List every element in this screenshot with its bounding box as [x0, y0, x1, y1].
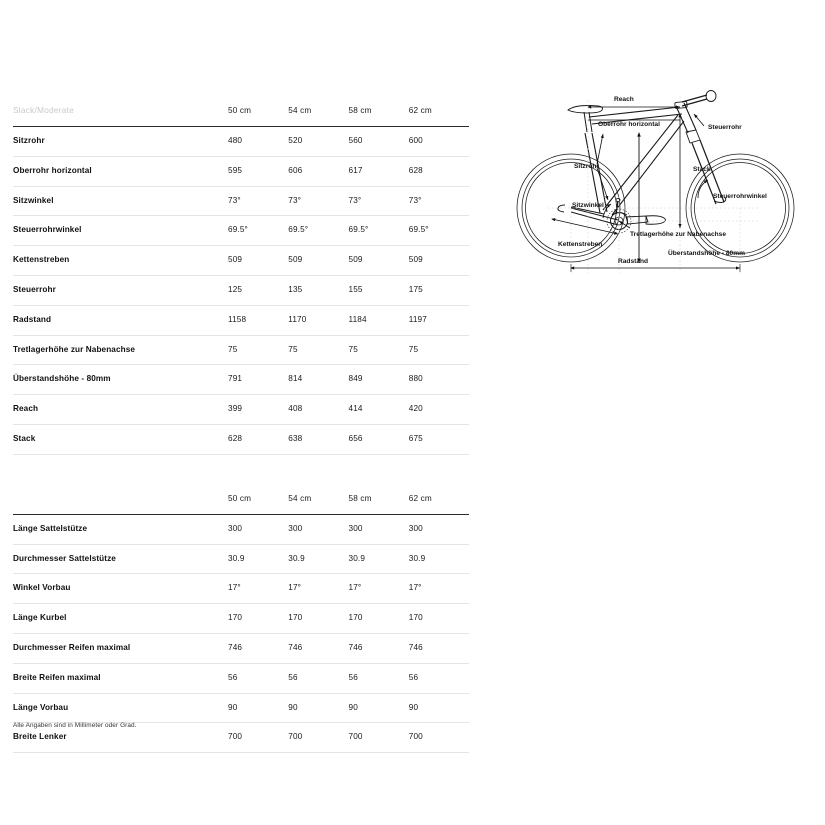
bike-geometry-diagram — [508, 88, 820, 283]
row-value: 135 — [288, 284, 303, 294]
row-value: 75 — [228, 344, 238, 354]
table-row — [13, 544, 469, 574]
row-value: 170 — [288, 613, 303, 623]
row-label: Sitzwinkel — [13, 195, 54, 205]
diagram-frame — [558, 91, 726, 234]
row-value: 675 — [408, 433, 423, 443]
row-value: 30.9 — [228, 553, 245, 563]
row-value: 155 — [348, 284, 363, 294]
row-value: 746 — [348, 642, 363, 652]
geometry-table-components — [13, 484, 469, 753]
label-stack: Stack — [693, 166, 711, 173]
row-value: 509 — [228, 255, 243, 265]
table-row — [13, 216, 469, 246]
table-title — [13, 484, 228, 515]
table-row — [13, 127, 469, 157]
table-separator-gap — [13, 455, 469, 484]
row-value: 56 — [228, 672, 238, 682]
row-label: Breite Lenker — [13, 732, 67, 742]
table-row — [13, 693, 469, 723]
row-label: Reach — [13, 404, 39, 414]
table-row — [13, 335, 469, 365]
geometry-tables — [13, 96, 469, 753]
footnote-units: Alle Angaben sind in Millimeter oder Grad. — [13, 722, 137, 729]
row-label: Durchmesser Reifen maximal — [13, 642, 131, 652]
row-label: Tretlagerhöhe zur Nabenachse — [13, 344, 136, 354]
row-label: Länge Kurbel — [13, 613, 67, 623]
table-row — [13, 275, 469, 305]
label-ueberstandshoehe: Überstandshöhe - 80mm — [668, 250, 745, 257]
row-value: 90 — [228, 702, 238, 712]
row-value: 300 — [348, 523, 363, 533]
row-value: 560 — [348, 136, 363, 145]
row-value: 638 — [288, 433, 303, 443]
row-value: 30.9 — [408, 553, 426, 563]
row-label: Winkel Vorbau — [13, 583, 71, 593]
row-value: 791 — [228, 374, 243, 384]
column-header-size-1: 50 cm — [228, 106, 252, 115]
table-row — [13, 424, 469, 454]
row-value: 509 — [408, 255, 423, 265]
row-label: Steuerrohrwinkel — [13, 225, 82, 235]
label-reach: Reach — [614, 96, 634, 103]
row-label: Länge Sattelstütze — [13, 523, 88, 533]
table-row — [13, 156, 469, 186]
row-value: 414 — [348, 404, 363, 414]
row-value: 69.5° — [288, 225, 309, 235]
row-value: 300 — [288, 523, 303, 533]
label-oberrohr-horizontal: Oberrohr horizontal — [598, 121, 660, 128]
row-value: 746 — [288, 642, 303, 652]
row-value: 90 — [348, 702, 358, 712]
table-row — [13, 514, 469, 544]
row-value: 746 — [408, 642, 423, 652]
geometry-table-main — [13, 96, 469, 455]
row-value: 17° — [408, 583, 422, 593]
table-header-row — [13, 484, 469, 515]
label-steuerrohr: Steuerrohr — [708, 124, 742, 131]
diagram-labels — [558, 96, 767, 265]
table-row — [13, 604, 469, 634]
row-value: 73° — [348, 195, 362, 205]
row-label: Überstandshöhe - 80mm — [13, 374, 111, 384]
row-value: 520 — [288, 136, 303, 145]
row-value: 1158 — [228, 314, 247, 324]
row-value: 125 — [228, 284, 243, 294]
row-value: 746 — [228, 642, 243, 652]
row-label: Länge Vorbau — [13, 702, 69, 712]
label-kettenstreben: Kettenstreben — [558, 241, 603, 248]
row-value: 700 — [348, 732, 363, 742]
table-row — [13, 305, 469, 335]
row-value: 30.9 — [288, 553, 305, 563]
row-value: 56 — [408, 672, 419, 682]
label-steuerrohrwinkel: Steuerrohrwinkel — [713, 193, 767, 200]
table-row — [13, 663, 469, 693]
row-value: 408 — [288, 404, 303, 414]
column-header-size-3: 58 cm — [348, 493, 372, 503]
column-header-size-4: 62 cm — [408, 106, 432, 115]
row-value: 73° — [408, 195, 422, 205]
row-value: 17° — [348, 583, 362, 593]
row-value: 69.5° — [348, 225, 369, 235]
row-value: 90 — [408, 702, 419, 712]
row-value: 606 — [288, 165, 303, 175]
row-value: 509 — [348, 255, 363, 265]
row-value: 56 — [348, 672, 358, 682]
row-value: 56 — [288, 672, 298, 682]
row-value: 849 — [348, 374, 363, 384]
column-header-size-2: 54 cm — [288, 493, 312, 503]
row-label: Radstand — [13, 314, 52, 324]
table-head-main — [13, 96, 469, 127]
row-value: 69.5° — [228, 225, 248, 235]
row-value: 399 — [228, 404, 243, 414]
row-value: 700 — [288, 732, 303, 742]
row-value: 480 — [228, 136, 243, 145]
table-row — [13, 365, 469, 395]
label-radstand: Radstand — [618, 258, 649, 265]
row-value: 17° — [228, 583, 241, 593]
label-tretlagerhoehe: Tretlagerhöhe zur Nabenachse — [630, 231, 727, 238]
row-value: 595 — [228, 165, 243, 175]
table-row — [13, 574, 469, 604]
row-value: 170 — [228, 613, 243, 623]
row-label: Stack — [13, 433, 36, 443]
row-value: 600 — [408, 136, 423, 145]
label-sitzrohr: Sitzrohr — [574, 163, 599, 170]
column-header-size-3: 58 cm — [348, 106, 372, 115]
table-row — [13, 186, 469, 216]
row-value: 656 — [348, 433, 363, 443]
row-value: 814 — [288, 374, 303, 384]
row-label: Steuerrohr — [13, 284, 56, 294]
row-value: 17° — [288, 583, 302, 593]
row-value: 175 — [408, 284, 423, 294]
row-value: 880 — [408, 374, 423, 384]
label-sitzwinkel: Sitzwinkel — [572, 202, 604, 209]
table-header-row — [13, 96, 469, 127]
row-value: 1184 — [348, 314, 367, 324]
row-label: Durchmesser Sattelstütze — [13, 553, 116, 563]
row-value: 1170 — [288, 314, 307, 324]
table-row — [13, 633, 469, 663]
row-value: 75 — [288, 344, 298, 354]
row-value: 75 — [408, 344, 419, 354]
row-value: 170 — [408, 613, 423, 623]
row-value: 300 — [408, 523, 423, 533]
row-label: Sitzrohr — [13, 136, 45, 145]
table-body-components — [13, 514, 469, 752]
table-head-components — [13, 484, 469, 515]
row-value: 170 — [348, 613, 363, 623]
row-value: 1197 — [408, 314, 427, 324]
row-value: 700 — [228, 732, 243, 742]
row-value: 617 — [348, 165, 363, 175]
row-value: 73° — [228, 195, 241, 205]
row-value: 700 — [408, 732, 423, 742]
row-value: 90 — [288, 702, 298, 712]
row-value: 300 — [228, 523, 243, 533]
row-value: 30.9 — [348, 553, 366, 563]
row-value: 73° — [288, 195, 302, 205]
table-body-main — [13, 127, 469, 455]
column-header-size-4: 62 cm — [408, 493, 432, 503]
row-label: Oberrohr horizontal — [13, 165, 92, 175]
row-value: 628 — [228, 433, 243, 443]
row-label: Breite Reifen maximal — [13, 672, 101, 682]
row-value: 75 — [348, 344, 358, 354]
table-row — [13, 395, 469, 425]
row-value: 509 — [288, 255, 303, 265]
row-label: Kettenstreben — [13, 255, 70, 265]
column-header-size-2: 54 cm — [288, 106, 312, 115]
row-value: 420 — [408, 404, 423, 414]
table-row — [13, 246, 469, 276]
column-header-size-1: 50 cm — [228, 493, 252, 503]
row-value: 628 — [408, 165, 423, 175]
table-title: Slack/Moderate — [13, 106, 75, 115]
row-value: 69.5° — [408, 225, 429, 235]
